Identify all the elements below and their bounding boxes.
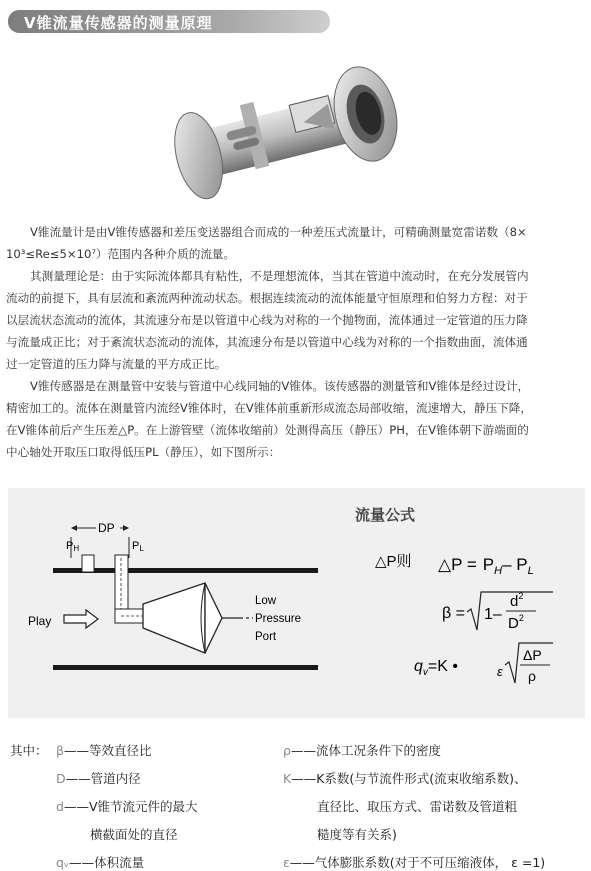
legend-d: d——V锥节流元件的最大 xyxy=(56,799,198,814)
pl-label: PL xyxy=(132,540,144,553)
legend-K-line2: 直径比、取压方式、雷诺数及管道粗 xyxy=(317,799,518,814)
legend-d-line2: 横截面处的直径 xyxy=(90,827,178,842)
svg-text:β =: β = xyxy=(442,605,465,622)
low-pressure-label: Low xyxy=(255,595,277,607)
theory-line: 其测量理论是：由于实际流体都具有粘性，不是理想流体，当其在管道中流动时，在充分发展管内 xyxy=(30,269,529,283)
sensor-paragraph xyxy=(6,375,584,463)
formula-heading: 流量公式 xyxy=(355,507,416,524)
formula-dp xyxy=(438,555,534,577)
flow-arrow-icon xyxy=(64,610,98,628)
sensor-line: 中心轴处开取压口取得低压PL（静压），如下图所示： xyxy=(6,445,281,459)
intro-line: V锥流量计是由V锥传感器和差压变送器组合而成的一种差压式流量计，可精确测量宽雷诺数（8× xyxy=(30,225,527,239)
page-title: V锥流量传感器的测量原理 xyxy=(24,14,213,32)
legend-K-line3: 糙度等有关系) xyxy=(317,827,397,842)
theory-line: 过一定管道的压力降与流量的平方成正比。 xyxy=(6,357,227,371)
low-pressure-label: Pressure xyxy=(255,613,302,625)
svg-text:ε: ε xyxy=(497,664,503,679)
ph-label: PH xyxy=(66,540,80,553)
svg-text:△P =PH– PL: △P = $P_H-$ $P_L$ xyxy=(438,555,534,577)
legend-rho: ρ——流体工况条件下的密度 xyxy=(283,743,441,758)
intro-paragraph xyxy=(6,221,584,265)
theory-line: 以层流状态流动的流体，其流速分布是以管道中心线为对称的一个抛物面，流体通过一定管道的压力降 xyxy=(6,313,528,327)
sensor-line: 在V锥体前后产生压差△P。在上游管壁（流体收缩前）处测得高压（静压）PH，在V锥体朝下游端面的 xyxy=(6,423,529,437)
svg-text:ΔP: ΔP xyxy=(523,647,542,663)
v-cone-meter-image xyxy=(155,55,415,205)
beta-numerator: $d^2$ xyxy=(510,591,524,610)
intro-line: 10³≤Re≤5×10⁷）范围内各种介质的流量。 xyxy=(6,247,236,261)
svg-text:qv=K •: $q_v=K$ • xyxy=(414,658,458,678)
legend-label: 其中： xyxy=(10,743,48,758)
svg-text:1–: 1– xyxy=(484,606,502,623)
legend-D: D——管道内径 xyxy=(56,771,141,786)
legend-beta: β——等效直径比 xyxy=(56,743,152,758)
theory-paragraph xyxy=(6,265,584,375)
formula-beta xyxy=(442,591,553,632)
legend-qv: qᵥ——体积流量 xyxy=(56,855,145,870)
beta-denominator: $D^2$ xyxy=(508,613,524,632)
svg-text:ρ: ρ xyxy=(528,668,536,684)
v-cone-diagram xyxy=(8,488,585,718)
theory-line: 流动的前提下，具有层流和紊流两种流动状态。根据连续流动的流体能量守恒原理和伯努力方程：对于 xyxy=(6,291,528,305)
legend-K: K——K系数(与节流件形式(流束收缩系数)、 xyxy=(283,771,527,786)
dp-rule-label: △P则 xyxy=(375,553,412,570)
sensor-line: 精密加工的。流体在测量管内流经V锥体时，在V锥体前重新形成流态局部收缩，流速增大，静压下降， xyxy=(6,401,532,415)
theory-line: 与流量成正比；对于紊流状态流动的流体，其流速分布是以管道中心线为对称的一个指数曲面，流体通 xyxy=(6,335,528,349)
formula-qv xyxy=(414,643,553,684)
flow-label: Play xyxy=(28,614,52,628)
v-cone-body xyxy=(143,583,205,653)
low-pressure-label: Port xyxy=(255,631,277,643)
legend-eps: ε——气体膨胀系数(对于不可压缩液体， ε =1) xyxy=(283,855,546,870)
pipe-bottom-wall xyxy=(53,665,318,670)
dp-label: DP xyxy=(98,521,115,535)
sensor-line: V锥传感器是在测量管中安装与管道中心线同轴的V锥体。该传感器的测量管和V锥体是经过设计， xyxy=(30,379,530,393)
